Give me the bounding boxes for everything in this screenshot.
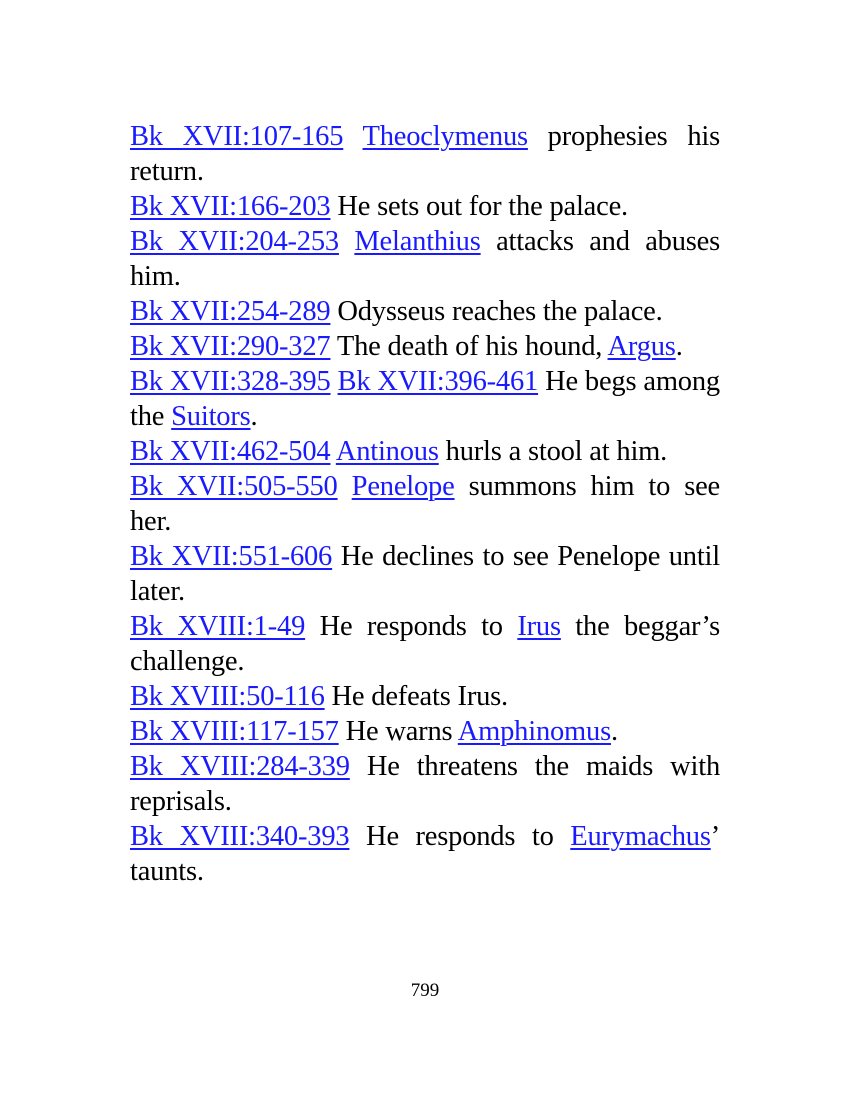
entry-text: He responds to [305, 611, 518, 642]
entry [130, 539, 720, 609]
entry-text: He begs among the [130, 366, 720, 432]
character-link[interactable]: Argus [607, 331, 676, 362]
entry-text [343, 121, 362, 152]
book-reference-link[interactable]: Bk XVII:107-165 [130, 121, 344, 152]
entry-text: attacks and abuses him. [130, 226, 720, 292]
character-link[interactable]: Suitors [171, 401, 251, 432]
entry [130, 469, 720, 539]
entry [130, 224, 720, 294]
book-reference-link[interactable]: Bk XVII:462-504 [130, 436, 331, 467]
entry-text [339, 226, 354, 257]
entry-text: Odysseus reaches the palace. [330, 296, 663, 327]
book-reference-link[interactable]: Bk XVII:254-289 [130, 296, 331, 327]
character-link[interactable]: Penelope [351, 471, 455, 502]
entry [130, 294, 720, 329]
character-link[interactable]: Irus [517, 611, 561, 642]
book-reference-link[interactable]: Bk XVII:166-203 [130, 191, 331, 222]
entry-text: ’ taunts. [130, 821, 721, 887]
character-link[interactable]: Amphinomus [457, 716, 611, 747]
book-reference-link[interactable]: Bk XVIII:284-339 [130, 751, 350, 782]
entry-text: He responds to [349, 821, 571, 852]
entry-text: He defeats Irus. [324, 681, 508, 712]
entry-text [331, 366, 338, 397]
character-link[interactable]: Theoclymenus [362, 121, 528, 152]
entry [130, 819, 720, 889]
entry-text: the beggar’s challenge. [130, 611, 720, 677]
entry-text: He threatens the maids with reprisals. [130, 751, 720, 817]
book-reference-link[interactable]: Bk XVII:505-550 [130, 471, 338, 502]
book-reference-link[interactable]: Bk XVII:290-327 [130, 331, 331, 362]
entry [130, 749, 720, 819]
book-reference-link[interactable]: Bk XVII:328-395 [130, 366, 331, 397]
page-number: 799 [410, 980, 440, 1001]
character-link[interactable]: Antinous [335, 436, 439, 467]
entry-text: . [250, 401, 258, 432]
entry-text: summons him to see her. [130, 471, 720, 537]
entry-text: He declines to see Penelope until later. [130, 541, 720, 607]
entry-text: He warns [338, 716, 458, 747]
entry [130, 609, 720, 679]
entry [130, 329, 720, 364]
book-reference-link[interactable]: Bk XVII:551-606 [130, 541, 333, 572]
entry [130, 679, 720, 714]
entry-text: The death of his hound, [330, 331, 608, 362]
character-link[interactable]: Melanthius [354, 226, 481, 257]
book-reference-link[interactable]: Bk XVII:204-253 [130, 226, 339, 257]
entry [130, 434, 720, 469]
book-reference-link[interactable]: Bk XVII:396-461 [337, 366, 539, 397]
entry-text: He sets out for the palace. [330, 191, 628, 222]
book-reference-link[interactable]: Bk XVIII:340-393 [130, 821, 350, 852]
entry-text [338, 471, 352, 502]
entry-text: prophesies his return. [130, 121, 720, 187]
entry [130, 119, 720, 189]
character-link[interactable]: Eurymachus [570, 821, 711, 852]
entry [130, 364, 720, 434]
entry [130, 714, 720, 749]
entry-text: . [610, 716, 618, 747]
book-reference-link[interactable]: Bk XVIII:50-116 [130, 681, 325, 712]
entry-text: hurls a stool at him. [438, 436, 668, 467]
entry [130, 189, 720, 224]
entry-text: . [675, 331, 683, 362]
book-reference-link[interactable]: Bk XVIII:1-49 [130, 611, 306, 642]
document-body [130, 119, 720, 889]
book-reference-link[interactable]: Bk XVIII:117-157 [130, 716, 339, 747]
